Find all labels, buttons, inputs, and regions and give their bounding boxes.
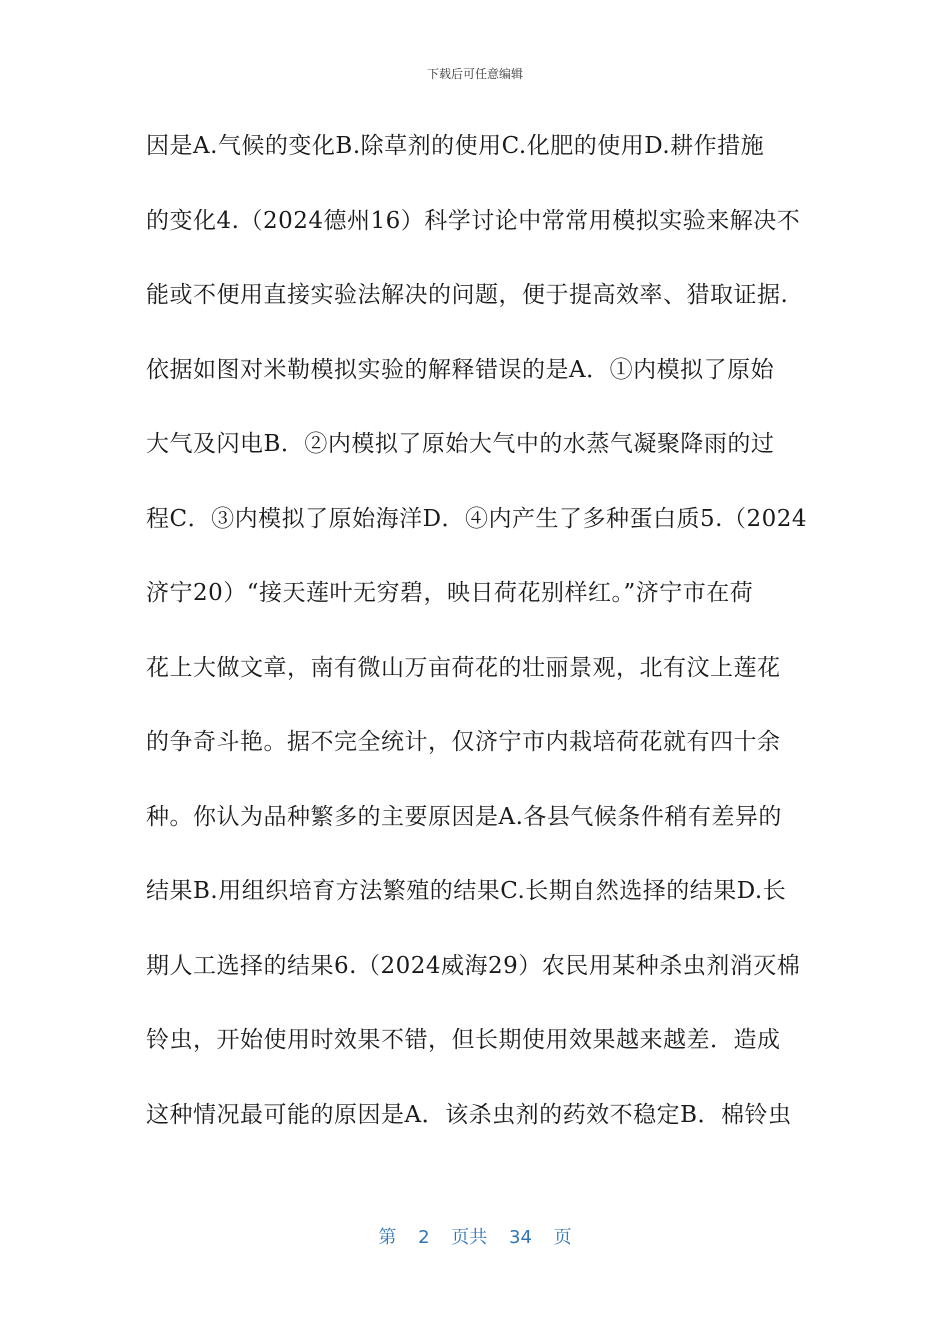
current-page-number: 2: [418, 1227, 430, 1248]
text-line: 铃虫，开始使用时效果不错，但长期使用效果越来越差．造成: [146, 1027, 781, 1053]
footer-suffix: 页: [553, 1227, 572, 1248]
text-line: 的变化4.（2024德州16）科学讨论中常常用模拟实验来解决不: [146, 207, 801, 234]
body-text: [146, 120, 816, 1163]
page-footer: [0, 1226, 950, 1250]
text-line: 种。你认为品种繁多的主要原因是A.各县气候条件稍有差异的: [146, 803, 782, 830]
text-line: 花上大做文章，南有微山万亩荷花的壮丽景观，北有汶上莲花: [146, 654, 781, 681]
text-line: 大气及闪电B．②内模拟了原始大气中的水蒸气凝聚降雨的过: [146, 431, 775, 457]
text-line: 程C．③内模拟了原始海洋D．④内产生了多种蛋白质5.（2024: [146, 505, 808, 532]
text-line: 济宁20）“接天莲叶无穷碧，映日荷花别样红。”济宁市在荷: [146, 580, 754, 606]
text-line: 依据如图对米勒模拟实验的解释错误的是A．①内模拟了原始: [146, 356, 775, 383]
footer-prefix: 第: [378, 1227, 397, 1248]
text-line: 能或不便用直接实验法解决的问题，便于提高效率、猎取证据.: [146, 282, 789, 308]
text-line: 结果B.用组织培育方法繁殖的结果C.长期自然选择的结果D.长: [146, 878, 787, 904]
footer-middle: 页共: [451, 1227, 488, 1248]
text-line: 期人工选择的结果6.（2024威海29）农民用某种杀虫剂消灭棉: [146, 952, 801, 979]
header-note: 下载后可任意编辑: [426, 67, 523, 81]
text-line: 这种情况最可能的原因是A．该杀虫剂的药效不稳定B．棉铃虫: [146, 1101, 792, 1128]
text-line: 的争奇斗艳。据不完全统计，仅济宁市内栽培荷花就有四十余: [146, 729, 781, 755]
total-pages-number: 34: [509, 1227, 532, 1248]
page-header: [0, 66, 950, 82]
text-line: 因是A.气候的变化B.除草剂的使用C.化肥的使用D.耕作措施: [146, 133, 765, 159]
